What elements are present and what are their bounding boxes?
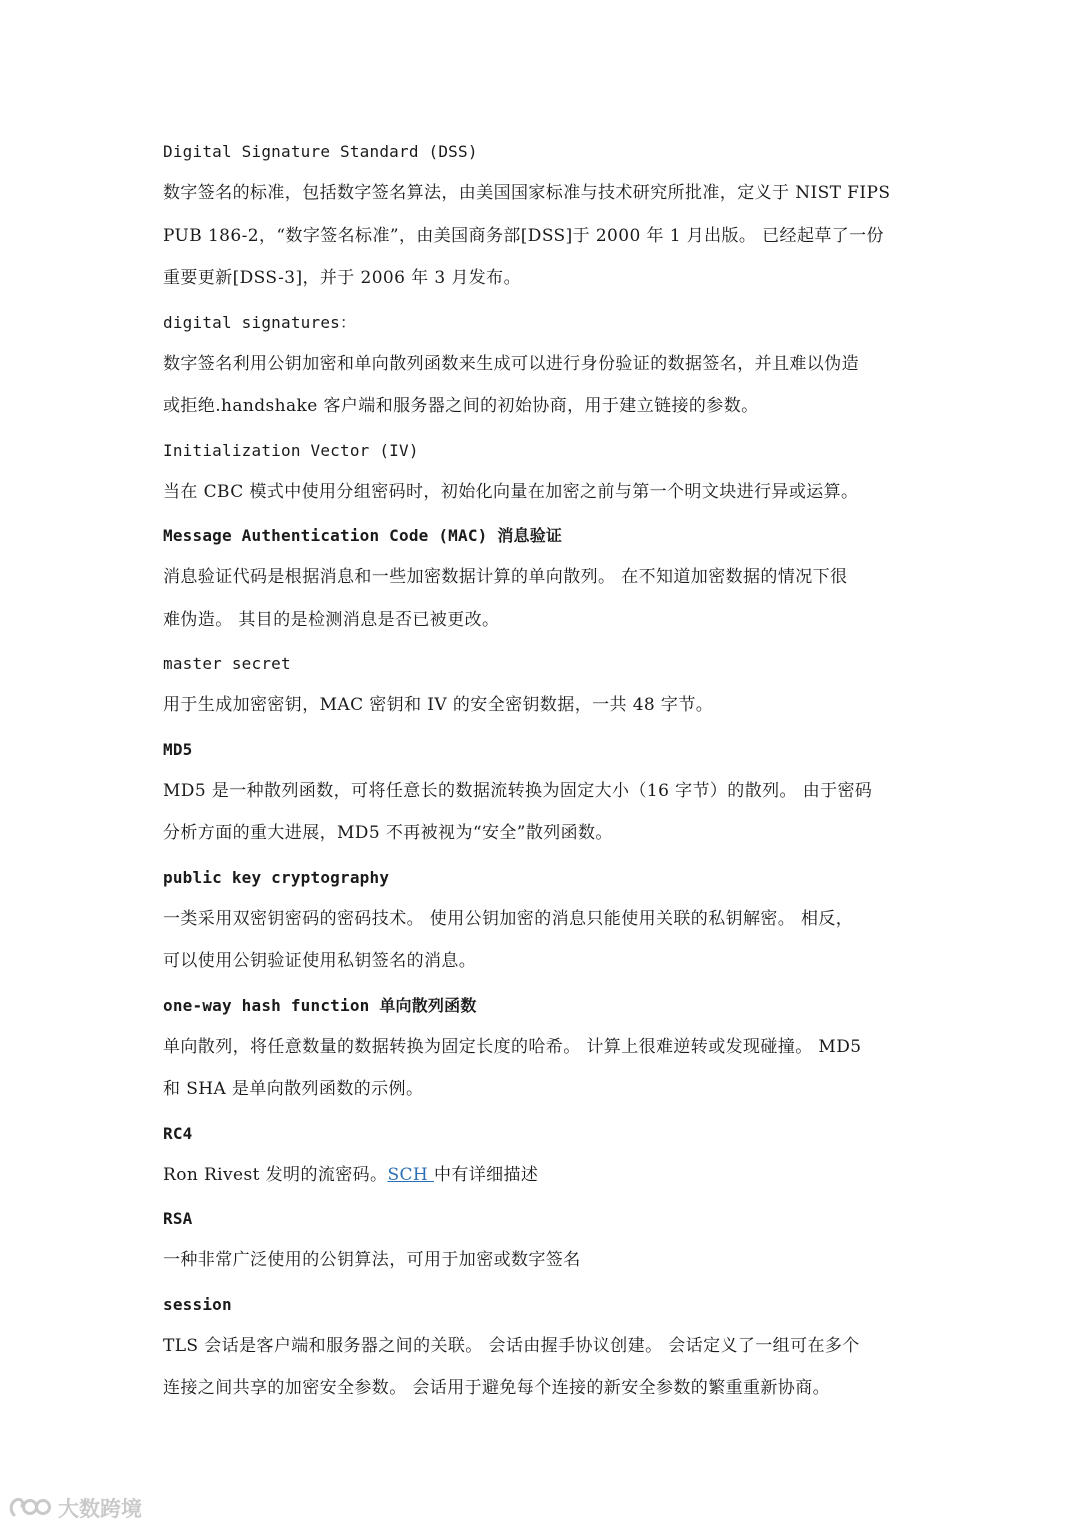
glossary-entry-iv bbox=[163, 439, 923, 514]
definition-line: MD5 是一种散列函数，可将任意长的数据流转换为固定大小（16 字节）的散列。 由于密码 bbox=[163, 780, 873, 801]
definition-line: TLS 会话是客户端和服务器之间的关联。 会话由握手协议创建。 会话定义了一组可在多个 bbox=[163, 1335, 860, 1356]
term-definition bbox=[163, 770, 923, 855]
term-heading: session bbox=[163, 1294, 232, 1314]
term-definition bbox=[163, 1239, 923, 1282]
watermark bbox=[8, 1493, 142, 1523]
term-definition bbox=[163, 471, 923, 514]
term-heading: public key cryptography bbox=[163, 867, 390, 887]
glossary-entry-session bbox=[163, 1293, 923, 1410]
sch-reference-link[interactable]: SCH bbox=[387, 1164, 434, 1185]
term-heading: RSA bbox=[163, 1209, 193, 1228]
glossary-entry-dss bbox=[163, 140, 923, 300]
definition-line: 数字签名的标准，包括数字签名算法，由美国国家标准与技术研究所批准，定义于 NIST FIPS bbox=[163, 183, 891, 203]
glossary-entry-digital-signatures bbox=[163, 311, 923, 428]
definition-line: 可以使用公钥验证使用私钥签名的消息。 bbox=[163, 951, 477, 971]
definition-line: 连接之间共享的加密安全参数。 会话用于避免每个连接的新安全参数的繁重重新协商。 bbox=[163, 1378, 831, 1398]
definition-line: 单向散列，将任意数量的数据转换为固定长度的哈希。 计算上很难逆转或发现碰撞。 MD5 bbox=[163, 1036, 862, 1057]
term-heading: Message Authentication Code (MAC) 消息验证 bbox=[163, 526, 563, 545]
term-definition bbox=[163, 172, 923, 300]
definition-line: PUB 186-2，“数字签名标准”，由美国商务部[DSS]于 2000 年 1 月出版。 已经起草了一份 bbox=[163, 225, 884, 246]
term-definition bbox=[163, 1325, 923, 1410]
glossary-entry-public-key-cryptography bbox=[163, 866, 923, 983]
term-definition bbox=[163, 1026, 923, 1111]
term-heading: digital signatures： bbox=[163, 312, 357, 332]
glossary-entry-mac bbox=[163, 524, 923, 641]
glossary-entry-rsa bbox=[163, 1207, 923, 1282]
definition-line: 数字签名利用公钥加密和单向散列函数来生成可以进行身份验证的数据签名，并且难以伪造 bbox=[163, 353, 859, 374]
glossary-entry-one-way-hash bbox=[163, 994, 923, 1111]
term-heading: one-way hash function 单向散列函数 bbox=[163, 995, 477, 1015]
definition-text: Ron Rivest 发明的流密码。 bbox=[163, 1164, 388, 1185]
term-definition bbox=[163, 1154, 923, 1197]
document-page bbox=[163, 140, 923, 1410]
definition-line: 或拒绝.handshake 客户端和服务器之间的初始协商，用于建立链接的参数。 bbox=[163, 396, 759, 416]
definition-line: 一类采用双密钥密码的密码技术。 使用公钥加密的消息只能使用关联的私钥解密。 相反， bbox=[163, 908, 854, 929]
definition-line: 一种非常广泛使用的公钥算法，可用于加密或数字签名 bbox=[163, 1250, 581, 1270]
watermark-text: 大数跨境 bbox=[58, 1497, 142, 1521]
term-heading: MD5 bbox=[163, 739, 193, 759]
term-definition bbox=[163, 898, 923, 983]
definition-line: 当在 CBC 模式中使用分组密码时，初始化向量在加密之前与第一个明文块进行异或运算。 bbox=[163, 481, 859, 502]
definition-line: 分析方面的重大进展，MD5 不再被视为“安全”散列函数。 bbox=[163, 823, 613, 843]
term-definition bbox=[163, 343, 923, 428]
term-definition bbox=[163, 556, 923, 641]
glossary-entry-master-secret bbox=[163, 652, 923, 727]
term-heading: Digital Signature Standard (DSS) bbox=[163, 142, 478, 161]
term-heading: master secret bbox=[163, 654, 291, 673]
watermark-logo-icon bbox=[8, 1495, 52, 1521]
term-definition bbox=[163, 684, 923, 727]
definition-line: 难伪造。 其目的是检测消息是否已被更改。 bbox=[163, 609, 500, 630]
glossary-entry-rc4 bbox=[163, 1122, 923, 1197]
term-heading: Initialization Vector (IV) bbox=[163, 440, 419, 460]
definition-line: 消息验证代码是根据消息和一些加密数据计算的单向散列。 在不知道加密数据的情况下很 bbox=[163, 567, 848, 587]
definition-line: 用于生成加密密钥，MAC 密钥和 IV 的安全密钥数据，一共 48 字节。 bbox=[163, 695, 714, 715]
glossary-entry-md5 bbox=[163, 738, 923, 855]
definition-line: 和 SHA 是单向散列函数的示例。 bbox=[163, 1079, 424, 1099]
definition-line bbox=[163, 1154, 923, 1197]
definition-line: 重要更新[DSS-3]，并于 2006 年 3 月发布。 bbox=[163, 268, 521, 288]
definition-text: 中有详细描述 bbox=[433, 1164, 539, 1185]
term-heading: RC4 bbox=[163, 1123, 193, 1143]
